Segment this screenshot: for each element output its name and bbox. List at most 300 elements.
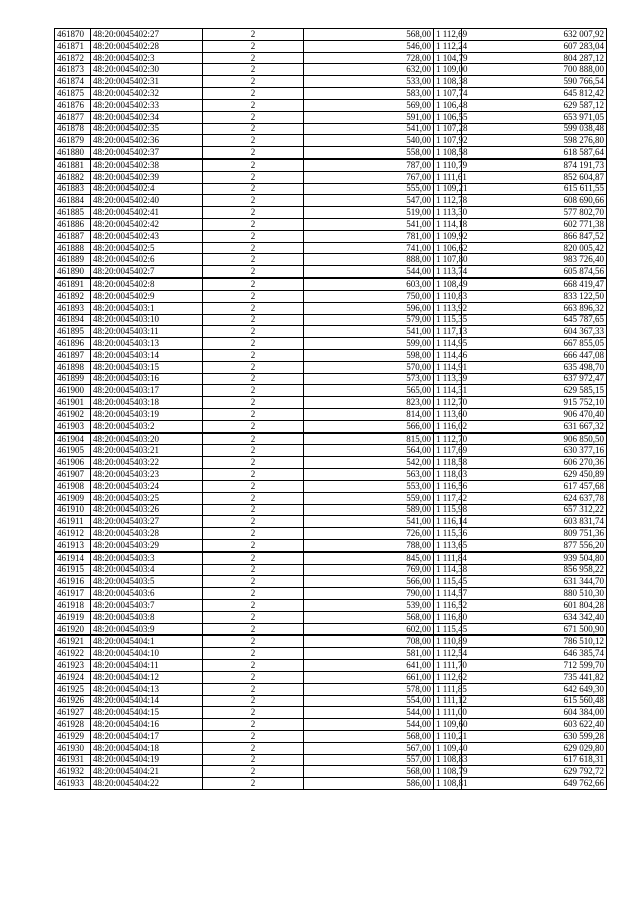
rate-cell: 1 109,40: [434, 742, 462, 754]
table-row: [55, 671, 607, 683]
count-cell: 2: [203, 147, 304, 159]
area-cell: 888,00: [304, 254, 434, 266]
rate-cell: 1 110,79: [434, 159, 462, 171]
row-id-cell: 461927: [55, 707, 91, 719]
row-id-cell: 461883: [55, 183, 91, 195]
cadastral-number-cell: 48:20:0045402:8: [91, 278, 203, 290]
area-cell: 583,00: [304, 88, 434, 100]
rate-cell: 1 108,81: [434, 778, 462, 790]
row-id-cell: 461886: [55, 219, 91, 231]
area-cell: 845,00: [304, 552, 434, 564]
rate-cell: 1 106,48: [434, 99, 462, 111]
area-cell: 815,00: [304, 433, 434, 445]
table-row: [55, 420, 607, 432]
count-cell: 2: [203, 660, 304, 672]
rate-cell: 1 114,46: [434, 349, 462, 361]
rate-cell: 1 110,21: [434, 730, 462, 742]
row-id-cell: 461900: [55, 385, 91, 397]
rate-cell: 1 112,62: [434, 671, 462, 683]
rate-cell: 1 109,21: [434, 183, 462, 195]
rate-cell: 1 116,02: [434, 420, 462, 432]
count-cell: 2: [203, 397, 304, 409]
area-cell: 823,00: [304, 397, 434, 409]
value-cell: 735 441,82: [462, 671, 607, 683]
area-cell: 788,00: [304, 539, 434, 551]
value-cell: 666 447,08: [462, 349, 607, 361]
row-id-cell: 461925: [55, 683, 91, 695]
row-id-cell: 461926: [55, 695, 91, 707]
count-cell: 2: [203, 242, 304, 254]
cadastral-number-cell: 48:20:0045404:14: [91, 695, 203, 707]
table-row: [55, 147, 607, 159]
rate-cell: 1 107,92: [434, 135, 462, 147]
cadastral-number-cell: 48:20:0045402:7: [91, 266, 203, 278]
area-cell: 589,00: [304, 504, 434, 516]
row-id-cell: 461876: [55, 99, 91, 111]
row-id-cell: 461924: [55, 671, 91, 683]
row-id-cell: 461870: [55, 29, 91, 41]
row-id-cell: 461911: [55, 516, 91, 528]
count-cell: 2: [203, 111, 304, 123]
rate-cell: 1 112,69: [434, 29, 462, 41]
value-cell: 607 283,04: [462, 40, 607, 52]
count-cell: 2: [203, 457, 304, 469]
rate-cell: 1 108,83: [434, 754, 462, 766]
table-row: [55, 623, 607, 635]
count-cell: 2: [203, 29, 304, 41]
value-cell: 833 122,50: [462, 290, 607, 302]
cadastral-number-cell: 48:20:0045403:6: [91, 588, 203, 600]
value-cell: 906 850,50: [462, 433, 607, 445]
count-cell: 2: [203, 159, 304, 171]
table-row: [55, 88, 607, 100]
rate-cell: 1 117,69: [434, 445, 462, 457]
count-cell: 2: [203, 635, 304, 647]
cadastral-number-cell: 48:20:0045402:32: [91, 88, 203, 100]
area-cell: 544,00: [304, 719, 434, 731]
value-cell: 606 270,36: [462, 457, 607, 469]
row-id-cell: 461894: [55, 314, 91, 326]
table-row: [55, 314, 607, 326]
cadastral-number-cell: 48:20:0045404:13: [91, 683, 203, 695]
count-cell: 2: [203, 409, 304, 421]
area-cell: 581,00: [304, 648, 434, 660]
value-cell: 605 874,56: [462, 266, 607, 278]
area-cell: 579,00: [304, 314, 434, 326]
cadastral-number-cell: 48:20:0045402:4: [91, 183, 203, 195]
cadastral-number-cell: 48:20:0045403:23: [91, 469, 203, 481]
table-row: [55, 29, 607, 41]
row-id-cell: 461889: [55, 254, 91, 266]
count-cell: 2: [203, 576, 304, 588]
area-cell: 540,00: [304, 135, 434, 147]
table-row: [55, 695, 607, 707]
table-row: [55, 539, 607, 551]
count-cell: 2: [203, 135, 304, 147]
row-id-cell: 461878: [55, 123, 91, 135]
area-cell: 726,00: [304, 528, 434, 540]
table-row: [55, 99, 607, 111]
area-cell: 790,00: [304, 588, 434, 600]
table-row: [55, 648, 607, 660]
area-cell: 569,00: [304, 99, 434, 111]
rate-cell: 1 112,24: [434, 40, 462, 52]
value-cell: 618 587,64: [462, 147, 607, 159]
row-id-cell: 461879: [55, 135, 91, 147]
table-row: [55, 742, 607, 754]
cadastral-number-cell: 48:20:0045403:13: [91, 338, 203, 350]
table-row: [55, 76, 607, 88]
table-row: [55, 552, 607, 564]
count-cell: 2: [203, 326, 304, 338]
value-cell: 630 599,28: [462, 730, 607, 742]
value-cell: 667 855,05: [462, 338, 607, 350]
count-cell: 2: [203, 742, 304, 754]
table-row: [55, 183, 607, 195]
value-cell: 700 888,00: [462, 64, 607, 76]
count-cell: 2: [203, 314, 304, 326]
count-cell: 2: [203, 730, 304, 742]
area-cell: 787,00: [304, 159, 434, 171]
count-cell: 2: [203, 290, 304, 302]
table-row: [55, 242, 607, 254]
area-cell: 542,00: [304, 457, 434, 469]
table-row: [55, 457, 607, 469]
area-cell: 558,00: [304, 147, 434, 159]
value-cell: 577 802,70: [462, 207, 607, 219]
row-id-cell: 461903: [55, 420, 91, 432]
count-cell: 2: [203, 516, 304, 528]
row-id-cell: 461929: [55, 730, 91, 742]
cadastral-number-cell: 48:20:0045404:21: [91, 766, 203, 778]
count-cell: 2: [203, 683, 304, 695]
value-cell: 646 385,74: [462, 648, 607, 660]
area-cell: 568,00: [304, 730, 434, 742]
count-cell: 2: [203, 64, 304, 76]
count-cell: 2: [203, 52, 304, 64]
value-cell: 939 504,80: [462, 552, 607, 564]
area-cell: 564,00: [304, 445, 434, 457]
value-cell: 804 287,12: [462, 52, 607, 64]
row-id-cell: 461907: [55, 469, 91, 481]
cadastral-number-cell: 48:20:0045402:39: [91, 171, 203, 183]
value-cell: 615 611,55: [462, 183, 607, 195]
rate-cell: 1 111,12: [434, 695, 462, 707]
table-row: [55, 159, 607, 171]
row-id-cell: 461881: [55, 159, 91, 171]
row-id-cell: 461901: [55, 397, 91, 409]
rate-cell: 1 117,42: [434, 492, 462, 504]
count-cell: 2: [203, 349, 304, 361]
count-cell: 2: [203, 719, 304, 731]
cadastral-number-cell: 48:20:0045402:33: [91, 99, 203, 111]
area-cell: 565,00: [304, 385, 434, 397]
count-cell: 2: [203, 207, 304, 219]
row-id-cell: 461899: [55, 373, 91, 385]
area-cell: 566,00: [304, 420, 434, 432]
rate-cell: 1 112,70: [434, 397, 462, 409]
value-cell: 649 762,66: [462, 778, 607, 790]
rate-cell: 1 106,62: [434, 242, 462, 254]
area-cell: 559,00: [304, 492, 434, 504]
table-row: [55, 564, 607, 576]
rate-cell: 1 118,03: [434, 469, 462, 481]
table-body: [55, 29, 607, 790]
rate-cell: 1 115,36: [434, 528, 462, 540]
rate-cell: 1 111,85: [434, 683, 462, 695]
value-cell: 653 971,05: [462, 111, 607, 123]
rate-cell: 1 116,14: [434, 516, 462, 528]
count-cell: 2: [203, 469, 304, 481]
value-cell: 629 587,12: [462, 99, 607, 111]
count-cell: 2: [203, 230, 304, 242]
value-cell: 630 377,16: [462, 445, 607, 457]
cadastral-number-cell: 48:20:0045403:10: [91, 314, 203, 326]
count-cell: 2: [203, 539, 304, 551]
table-row: [55, 576, 607, 588]
count-cell: 2: [203, 648, 304, 660]
table-row: [55, 302, 607, 314]
row-id-cell: 461885: [55, 207, 91, 219]
table-row: [55, 635, 607, 647]
cadastral-number-cell: 48:20:0045403:25: [91, 492, 203, 504]
count-cell: 2: [203, 219, 304, 231]
row-id-cell: 461892: [55, 290, 91, 302]
area-cell: 708,00: [304, 635, 434, 647]
area-cell: 661,00: [304, 671, 434, 683]
rate-cell: 1 115,45: [434, 576, 462, 588]
cadastral-number-cell: 48:20:0045402:37: [91, 147, 203, 159]
row-id-cell: 461918: [55, 600, 91, 612]
rate-cell: 1 115,45: [434, 623, 462, 635]
value-cell: 604 367,33: [462, 326, 607, 338]
rate-cell: 1 115,35: [434, 314, 462, 326]
rate-cell: 1 111,70: [434, 660, 462, 672]
count-cell: 2: [203, 552, 304, 564]
table-row: [55, 778, 607, 790]
table-row: [55, 338, 607, 350]
row-id-cell: 461930: [55, 742, 91, 754]
area-cell: 578,00: [304, 683, 434, 695]
cadastral-number-cell: 48:20:0045402:41: [91, 207, 203, 219]
count-cell: 2: [203, 278, 304, 290]
row-id-cell: 461895: [55, 326, 91, 338]
table-row: [55, 719, 607, 731]
row-id-cell: 461931: [55, 754, 91, 766]
value-cell: 820 005,42: [462, 242, 607, 254]
table-row: [55, 480, 607, 492]
cadastral-number-cell: 48:20:0045403:20: [91, 433, 203, 445]
count-cell: 2: [203, 195, 304, 207]
cadastral-number-cell: 48:20:0045404:22: [91, 778, 203, 790]
row-id-cell: 461920: [55, 623, 91, 635]
count-cell: 2: [203, 433, 304, 445]
table-row: [55, 195, 607, 207]
cadastral-number-cell: 48:20:0045404:18: [91, 742, 203, 754]
count-cell: 2: [203, 373, 304, 385]
cadastral-number-cell: 48:20:0045404:19: [91, 754, 203, 766]
row-id-cell: 461910: [55, 504, 91, 516]
table-row: [55, 373, 607, 385]
rate-cell: 1 114,57: [434, 588, 462, 600]
area-cell: 541,00: [304, 326, 434, 338]
cadastral-number-cell: 48:20:0045402:3: [91, 52, 203, 64]
table-row: [55, 397, 607, 409]
area-cell: 554,00: [304, 695, 434, 707]
rate-cell: 1 114,31: [434, 385, 462, 397]
value-cell: 624 637,78: [462, 492, 607, 504]
area-cell: 555,00: [304, 183, 434, 195]
area-cell: 602,00: [304, 623, 434, 635]
cadastral-number-cell: 48:20:0045403:2: [91, 420, 203, 432]
area-cell: 591,00: [304, 111, 434, 123]
table-row: [55, 290, 607, 302]
rate-cell: 1 118,58: [434, 457, 462, 469]
count-cell: 2: [203, 171, 304, 183]
area-cell: 741,00: [304, 242, 434, 254]
area-cell: 586,00: [304, 778, 434, 790]
value-cell: 632 007,92: [462, 29, 607, 41]
area-cell: 728,00: [304, 52, 434, 64]
rate-cell: 1 114,38: [434, 564, 462, 576]
table-row: [55, 219, 607, 231]
table-row: [55, 409, 607, 421]
row-id-cell: 461923: [55, 660, 91, 672]
rate-cell: 1 107,80: [434, 254, 462, 266]
table-row: [55, 135, 607, 147]
row-id-cell: 461882: [55, 171, 91, 183]
rate-cell: 1 117,13: [434, 326, 462, 338]
area-cell: 632,00: [304, 64, 434, 76]
cadastral-number-cell: 48:20:0045403:14: [91, 349, 203, 361]
rate-cell: 1 108,79: [434, 766, 462, 778]
area-cell: 767,00: [304, 171, 434, 183]
value-cell: 915 752,10: [462, 397, 607, 409]
cadastral-number-cell: 48:20:0045404:12: [91, 671, 203, 683]
table-row: [55, 385, 607, 397]
value-cell: 642 649,30: [462, 683, 607, 695]
cadastral-number-cell: 48:20:0045403:4: [91, 564, 203, 576]
area-cell: 568,00: [304, 766, 434, 778]
cadastral-number-cell: 48:20:0045402:35: [91, 123, 203, 135]
rate-cell: 1 104,79: [434, 52, 462, 64]
value-cell: 629 450,89: [462, 469, 607, 481]
table-row: [55, 207, 607, 219]
table-row: [55, 254, 607, 266]
area-cell: 544,00: [304, 266, 434, 278]
value-cell: 629 029,80: [462, 742, 607, 754]
value-cell: 603 622,40: [462, 719, 607, 731]
cadastral-number-cell: 48:20:0045402:43: [91, 230, 203, 242]
row-id-cell: 461922: [55, 648, 91, 660]
count-cell: 2: [203, 254, 304, 266]
rate-cell: 1 109,00: [434, 64, 462, 76]
value-cell: 598 276,80: [462, 135, 607, 147]
value-cell: 809 751,36: [462, 528, 607, 540]
count-cell: 2: [203, 183, 304, 195]
value-cell: 629 585,15: [462, 385, 607, 397]
area-cell: 546,00: [304, 40, 434, 52]
rate-cell: 1 113,74: [434, 266, 462, 278]
cadastral-number-cell: 48:20:0045403:1: [91, 302, 203, 314]
cadastral-number-cell: 48:20:0045404:17: [91, 730, 203, 742]
row-id-cell: 461913: [55, 539, 91, 551]
value-cell: 657 312,22: [462, 504, 607, 516]
count-cell: 2: [203, 123, 304, 135]
area-cell: 553,00: [304, 480, 434, 492]
table-row: [55, 528, 607, 540]
area-cell: 781,00: [304, 230, 434, 242]
rate-cell: 1 112,54: [434, 648, 462, 660]
cadastral-number-cell: 48:20:0045402:38: [91, 159, 203, 171]
cadastral-number-cell: 48:20:0045402:36: [91, 135, 203, 147]
cadastral-number-cell: 48:20:0045402:6: [91, 254, 203, 266]
value-cell: 590 766,54: [462, 76, 607, 88]
count-cell: 2: [203, 88, 304, 100]
cadastral-number-cell: 48:20:0045403:24: [91, 480, 203, 492]
count-cell: 2: [203, 766, 304, 778]
value-cell: 877 556,20: [462, 539, 607, 551]
cadastral-number-cell: 48:20:0045402:28: [91, 40, 203, 52]
row-id-cell: 461904: [55, 433, 91, 445]
rate-cell: 1 114,95: [434, 338, 462, 350]
count-cell: 2: [203, 361, 304, 373]
rate-cell: 1 111,84: [434, 552, 462, 564]
area-cell: 598,00: [304, 349, 434, 361]
table-row: [55, 278, 607, 290]
row-id-cell: 461915: [55, 564, 91, 576]
area-cell: 603,00: [304, 278, 434, 290]
value-cell: 634 342,40: [462, 611, 607, 623]
rate-cell: 1 113,39: [434, 373, 462, 385]
row-id-cell: 461933: [55, 778, 91, 790]
area-cell: 750,00: [304, 290, 434, 302]
cadastral-number-cell: 48:20:0045403:8: [91, 611, 203, 623]
row-id-cell: 461875: [55, 88, 91, 100]
value-cell: 615 560,48: [462, 695, 607, 707]
value-cell: 631 667,32: [462, 420, 607, 432]
row-id-cell: 461880: [55, 147, 91, 159]
value-cell: 601 804,28: [462, 600, 607, 612]
area-cell: 599,00: [304, 338, 434, 350]
rate-cell: 1 107,74: [434, 88, 462, 100]
cadastral-number-cell: 48:20:0045403:15: [91, 361, 203, 373]
rate-cell: 1 112,70: [434, 433, 462, 445]
rate-cell: 1 116,52: [434, 600, 462, 612]
count-cell: 2: [203, 445, 304, 457]
area-cell: 570,00: [304, 361, 434, 373]
cadastral-number-cell: 48:20:0045402:34: [91, 111, 203, 123]
value-cell: 635 498,70: [462, 361, 607, 373]
cadastral-number-cell: 48:20:0045402:31: [91, 76, 203, 88]
rate-cell: 1 112,78: [434, 195, 462, 207]
cadastral-number-cell: 48:20:0045402:30: [91, 64, 203, 76]
row-id-cell: 461891: [55, 278, 91, 290]
cadastral-number-cell: 48:20:0045402:42: [91, 219, 203, 231]
area-cell: 568,00: [304, 611, 434, 623]
value-cell: 880 510,30: [462, 588, 607, 600]
value-cell: 786 510,12: [462, 635, 607, 647]
cadastral-value-table: [54, 28, 607, 790]
area-cell: 544,00: [304, 707, 434, 719]
count-cell: 2: [203, 480, 304, 492]
table-row: [55, 171, 607, 183]
value-cell: 617 618,31: [462, 754, 607, 766]
count-cell: 2: [203, 611, 304, 623]
count-cell: 2: [203, 588, 304, 600]
table-row: [55, 40, 607, 52]
rate-cell: 1 113,30: [434, 207, 462, 219]
